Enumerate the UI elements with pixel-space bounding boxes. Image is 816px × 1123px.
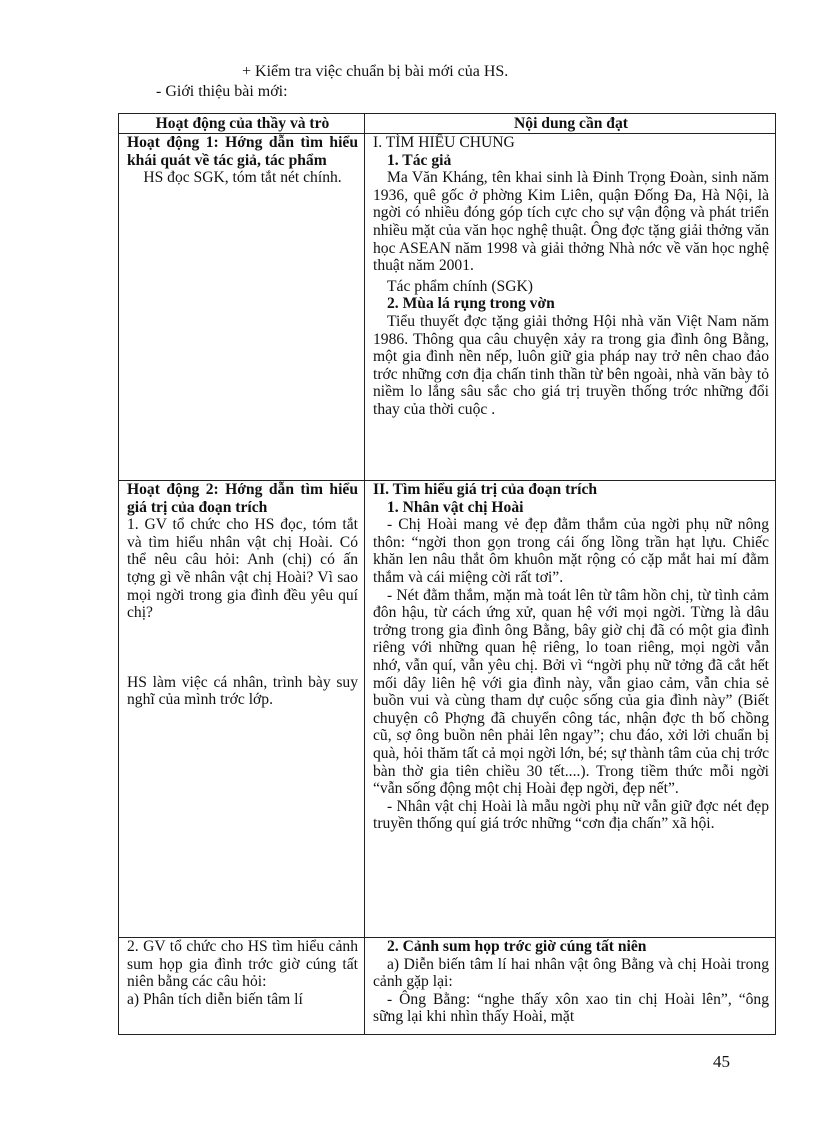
novel-paragraph: Tiểu thuyết đợc tặng giải thởng Hội nhà văn Việt Nam năm 1986. Thông qua câu chuyện xảy ra trong gia đình ông Bằng, một gia đình nền nếp, luôn giữ gia pháp nay trở nên chao đảo trớc những cơn địa chấn tinh thần từ bên ngoài, nhà văn bày tỏ niềm lo lắng sâu sắc cho giá trị truyền thống trớc những đổi thay của thời cuộc . [373,312,769,418]
activity-2-cell [119,481,365,938]
activity-3-cell [119,938,365,1035]
author-subheading: 1. Tác giả [387,151,452,169]
activity-2-task: HS làm việc cá nhân, trình bày suy nghĩ của mình trớc lớp. [127,673,358,709]
header-content: Nội dung cần đạt [365,114,776,134]
table-row [119,481,776,938]
table-header-row [119,114,776,134]
check-preparation-line: + Kiểm tra việc chuẩn bị bài mới của HS. [242,63,509,80]
activity-1-text: HS đọc SGK, tóm tắt nét chính. [143,169,342,187]
activity-1-title: Hoạt động 1: Hớng dẫn tìm hiểu khái quát về tác giả, tác phẩm [127,134,358,169]
novel-subheading: 2. Mùa lá rụng trong vờn [387,295,555,313]
reunion-paragraph-2: - Ông Bằng: “nghe thấy xôn xao tin chị Hoài lên”, “ông sững lại khi nhìn thấy Hoài, mặt [373,990,769,1026]
works-paragraph: Tác phẩm chính (SGK) [387,277,533,295]
table-row [119,938,776,1035]
section-3-cell [365,938,776,1035]
section-2-heading: II. Tìm hiểu giá trị của đoạn trích [373,481,598,498]
character-paragraph-3: - Nhân vật chị Hoài là mẫu ngời phụ nữ vẫn giữ đợc nét đẹp truyền thống quí giá trớc những “cơn địa chấn” xã hội. [373,797,769,833]
activity-3-question: 2. GV tổ chức cho HS tìm hiểu cảnh sum họp gia đình trớc giờ cúng tất niên bằng các câu hỏi: [127,938,358,991]
lesson-table [118,113,776,1035]
header-teacher-student: Hoạt động của thầy và trò [119,114,365,134]
character-paragraph-2: - Nét đằm thắm, mặn mà toát lên từ tâm hồn chị, từ tình cảm đôn hậu, từ cách ứng xử, quan hệ với mọi ngời. Từng là dâu trởng trong gia đình ông Bằng, bây giờ chị đã có một gia đình riêng với những quan hệ riêng, lo toan riêng, mọi ngời vẫn nhớ, vẫn quí, vẫn yêu chị. Bởi vì “ngời phụ nữ tởng đã cắt hết mối dây liên hệ với gia đình này, vẫn giao cảm, vẫn chia sẻ buồn vui và cùng tham dự cuộc sống của gia đình này” (Biết chuyện cô Phợng đã chuyển công tác, nhận đợc th bố chồng cũ, sợ ông buồn nên phải lên ngay”; chu đáo, xởi lởi chuẩn bị quà, hỏi thăm tất cả mọi ngời lớn, bé; sự thành tâm của chị trớc bàn thờ gia tiên chiều 30 tết....). Trong tiềm thức mỗi ngời “vẫn sống động một chị Hoài đẹp ngời, đẹp nết”. [373,586,769,798]
activity-2-title: Hoạt động 2: Hớng dẫn tìm hiểu giá trị của đoạn trích [127,481,358,516]
character-subheading: 1. Nhân vật chị Hoài [387,498,524,516]
reunion-paragraph-1: a) Diễn biến tâm lí hai nhân vật ông Bằng và chị Hoài trong cảnh gặp lại: [373,955,769,991]
introduce-lesson-line: - Giới thiệu bài mới: [156,83,288,100]
activity-3-subquestion: a) Phân tích diễn biến tâm lí [127,990,303,1008]
section-1-cell [365,134,776,481]
activity-2-question: 1. GV tổ chức cho HS đọc, tóm tắt và tìm hiểu nhân vật chị Hoài. Có thể nêu câu hỏi: Anh (chị) có ấn tợng gì về nhân vật chị Hoài? Vì sao mọi ngời trong gia đình đều yêu quí chị? [127,516,358,622]
character-paragraph-1: - Chị Hoài mang vẻ đẹp đằm thắm của ngời phụ nữ nông thôn: “ngời thon gọn trong cái ống lồng trần hạt lựu. Chiếc khăn len nâu thắt ôm khuôn mặt rộng có cặp mắt hai mí đằm thắm và cái miệng cời rất tơi”. [373,516,769,586]
page-number: 45 [713,1052,730,1071]
reunion-subheading: 2. Cảnh sum họp trớc giờ cúng tất niên [387,938,647,955]
section-1-heading: I. TÌM HIỂU CHUNG [373,134,515,151]
section-2-cell [365,481,776,938]
author-paragraph: Ma Văn Kháng, tên khai sinh là Đinh Trọng Đoàn, sinh năm 1936, quê gốc ở phờng Kim Liên, quận Đống Đa, Hà Nội, là ngời có nhiều đóng góp tích cực cho sự vận động và phát triển nhiều mặt của văn học nghệ thuật. Ông đợc tặng giải thởng văn học ASEAN năm 1998 và giải thởng Nhà nớc về văn học nghệ thuật năm 2001. [373,169,769,275]
activity-1-cell [119,134,365,481]
table-row [119,134,776,481]
